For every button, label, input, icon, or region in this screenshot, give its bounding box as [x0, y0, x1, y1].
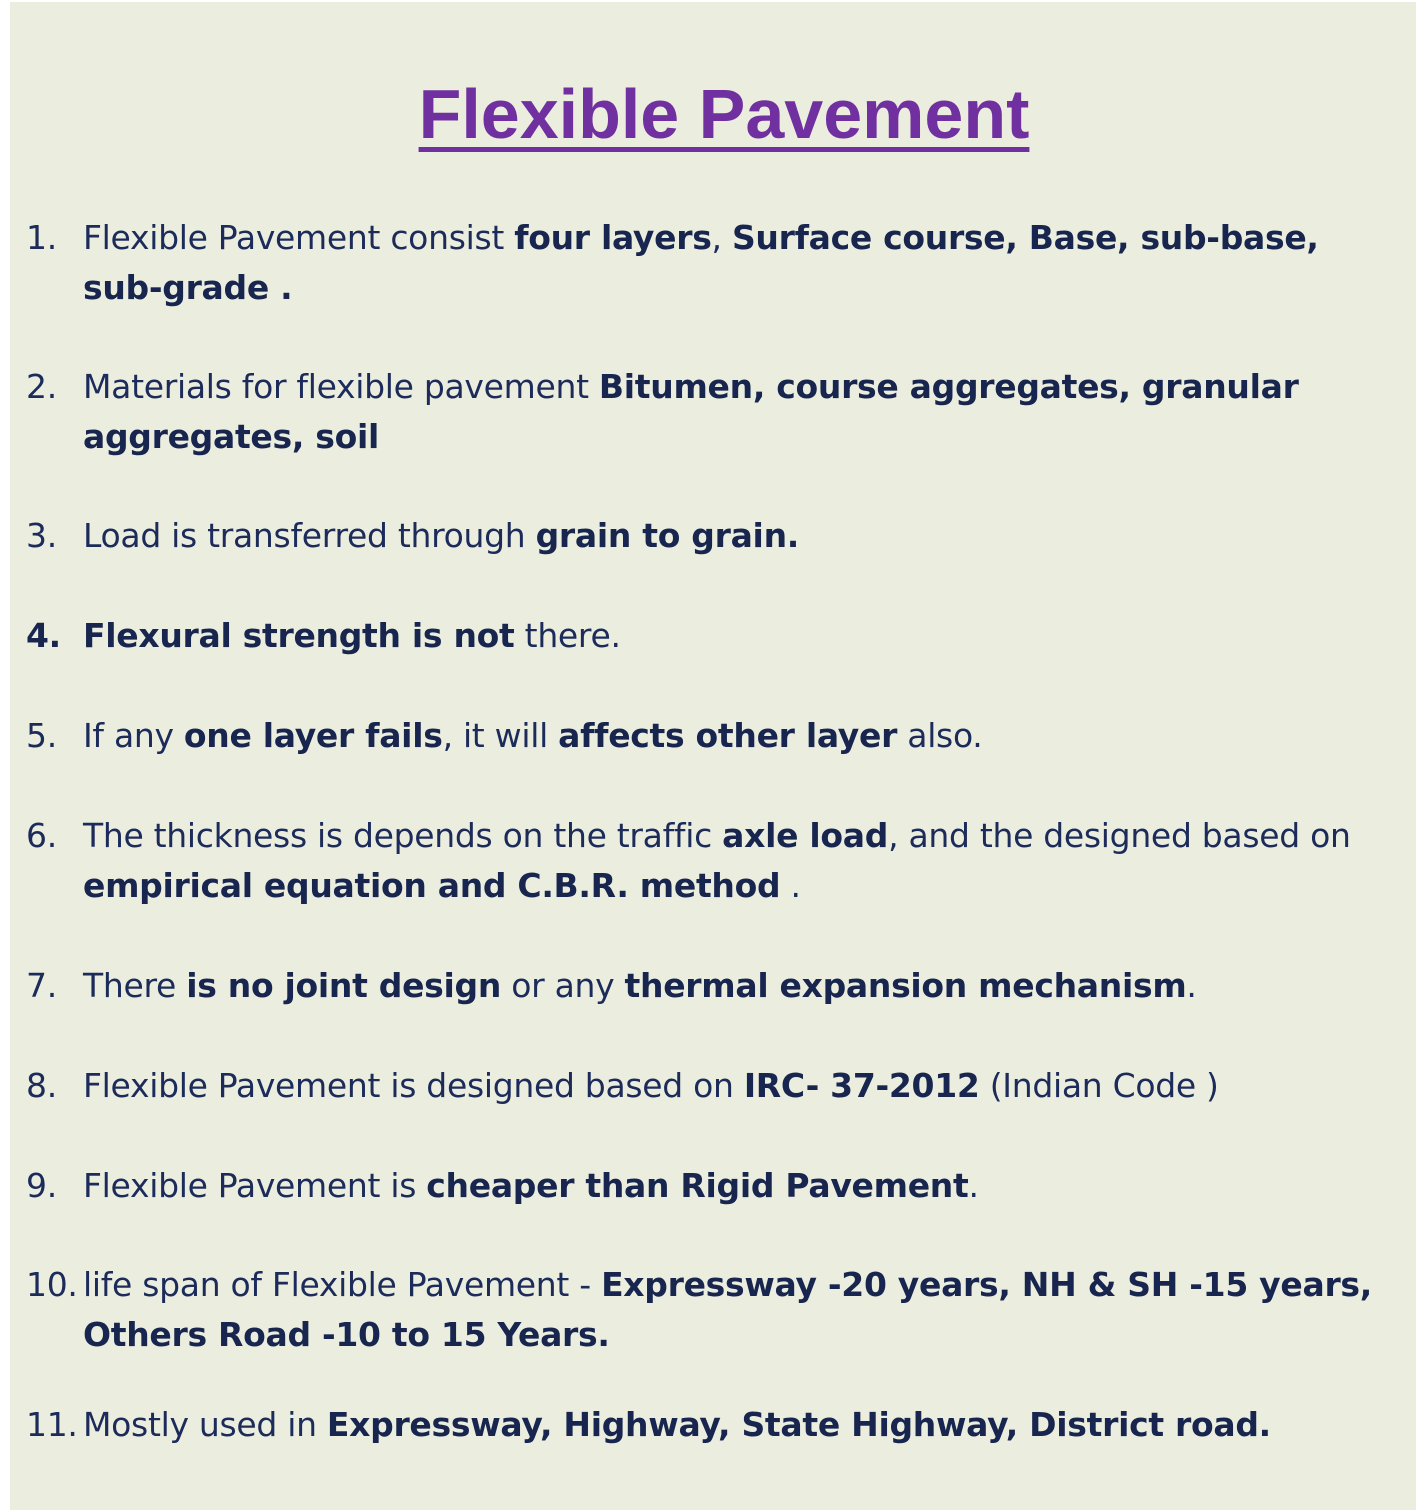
item-number: 4.	[26, 616, 61, 655]
text-segment: life span of Flexible Pavement -	[83, 1265, 602, 1304]
text-segment-bold: Bitumen, course aggregates, granular aggregates, soil	[83, 367, 1299, 456]
text-segment: (Indian Code )	[979, 1066, 1219, 1105]
list-item	[26, 213, 1416, 313]
item-text	[83, 961, 1396, 1011]
list-item	[26, 811, 1416, 911]
item-text	[83, 1061, 1396, 1111]
item-text	[83, 611, 1396, 661]
item-text	[83, 1260, 1396, 1360]
text-segment: , and the designed based on	[888, 816, 1351, 855]
item-number: 6.	[26, 816, 57, 855]
text-segment: there.	[514, 616, 621, 655]
item-text	[83, 213, 1396, 313]
text-segment: also.	[897, 716, 983, 755]
text-segment-bold: affects other layer	[558, 716, 898, 755]
text-segment: Flexible Pavement is designed based on	[83, 1066, 744, 1105]
text-segment: There	[83, 966, 187, 1005]
item-text	[83, 362, 1396, 462]
item-number: 7.	[26, 966, 57, 1005]
text-segment: .	[968, 1166, 979, 1205]
list-item	[26, 711, 1416, 761]
list-item	[26, 961, 1416, 1011]
slide	[10, 2, 1416, 1510]
text-segment: Mostly used in	[83, 1405, 327, 1444]
text-segment: Materials for flexible pavement	[83, 367, 599, 406]
item-number: 5.	[26, 716, 57, 755]
list-item	[26, 611, 1416, 661]
item-number: 10.	[26, 1265, 78, 1304]
text-segment-bold: IRC- 37-2012	[743, 1066, 980, 1105]
text-segment: .	[780, 866, 801, 905]
text-segment-bold: Expressway -20 years, NH & SH -15 years, Others Road -10 to 15 Years.	[83, 1265, 1372, 1354]
text-segment: Flexible Pavement is	[83, 1166, 427, 1205]
text-segment-bold: Surface course, Base, sub-base, sub-grade .	[83, 218, 1319, 307]
text-segment: Flexible Pavement consist	[83, 218, 515, 257]
list-item	[26, 1161, 1416, 1211]
item-text	[83, 811, 1396, 911]
text-segment: The thickness is depends on the traffic	[83, 816, 723, 855]
text-segment-bold: Flexural strength is not	[83, 616, 515, 655]
list-item	[26, 511, 1416, 561]
text-segment: , it will	[442, 716, 559, 755]
text-segment: If any	[83, 716, 184, 755]
item-text	[83, 511, 1396, 561]
item-number: 2.	[26, 367, 57, 406]
item-number: 11.	[26, 1405, 78, 1444]
item-number: 9.	[26, 1166, 57, 1205]
text-segment: ,	[711, 218, 732, 257]
text-segment-bold: cheaper than Rigid Pavement	[426, 1166, 969, 1205]
point-list	[10, 2, 1416, 1510]
list-item	[26, 362, 1416, 462]
item-number: 1.	[26, 218, 57, 257]
item-text	[83, 711, 1396, 761]
text-segment: Load is transferred through	[83, 516, 536, 555]
text-segment: .	[1186, 966, 1197, 1005]
text-segment-bold: is no joint design	[186, 966, 502, 1005]
text-segment-bold: axle load	[722, 816, 889, 855]
text-segment-bold: grain to grain.	[535, 516, 799, 555]
list-item	[26, 1400, 1416, 1450]
item-number: 3.	[26, 516, 57, 555]
text-segment: or any	[501, 966, 625, 1005]
item-number: 8.	[26, 1066, 57, 1105]
list-item	[26, 1260, 1416, 1360]
page-title: Flexible Pavement	[418, 75, 1030, 153]
item-text	[83, 1400, 1396, 1450]
list-item	[26, 1061, 1416, 1111]
item-text	[83, 1161, 1396, 1211]
text-segment-bold: four layers	[514, 218, 712, 257]
text-segment-bold: thermal expansion mechanism	[624, 966, 1187, 1005]
text-segment-bold: Expressway, Highway, State Highway, District road.	[326, 1405, 1271, 1444]
text-segment-bold: empirical equation and C.B.R. method	[83, 866, 781, 905]
text-segment-bold: one layer fails	[183, 716, 443, 755]
